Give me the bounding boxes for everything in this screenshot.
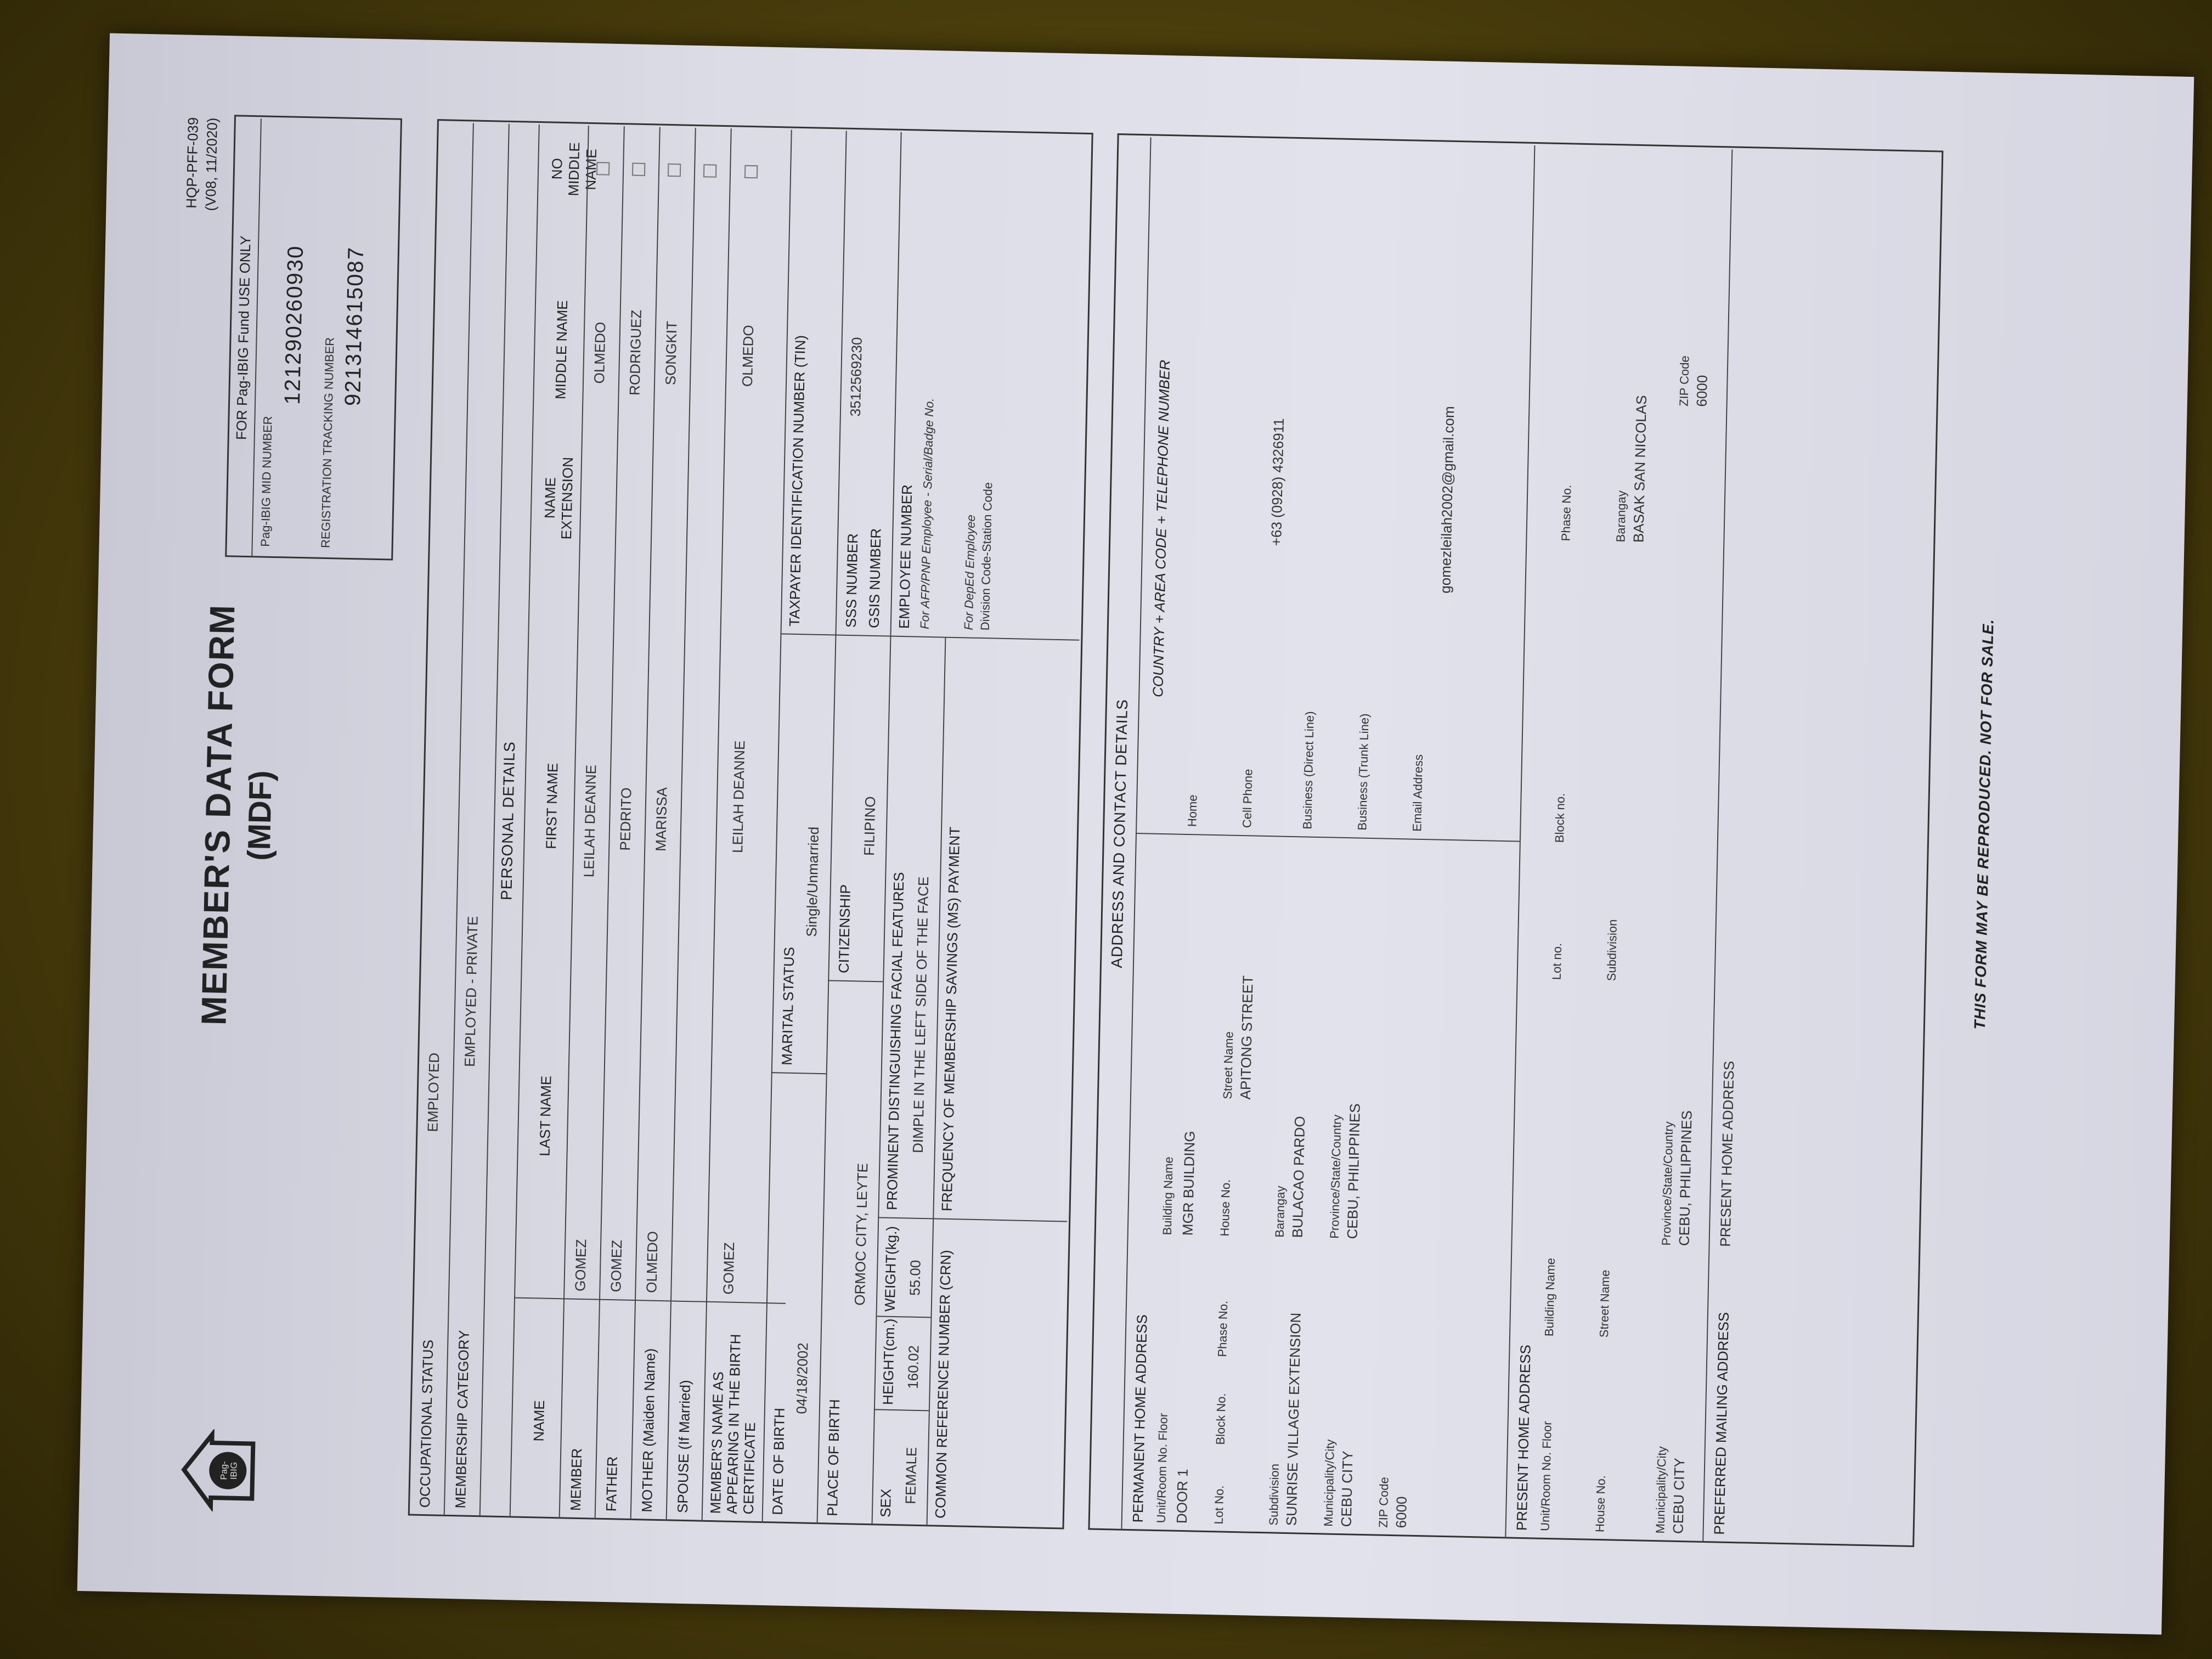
perm-province-value: CEBU, PHILIPPINES [1344, 1103, 1363, 1239]
pres-zip-label: ZIP Code [1677, 355, 1692, 407]
perm-zip-value: 6000 [1392, 1496, 1410, 1528]
row-spouse-label: SPOUSE (If Married) [674, 1379, 693, 1514]
mother-middle-name: SONGKIT [662, 320, 680, 386]
home-phone-label: Home [1185, 794, 1200, 827]
deped-label: For DepEd Employee [961, 514, 978, 630]
row-member-label: MEMBER [567, 1448, 585, 1511]
marital-status-value: Single/Unmarried [803, 826, 822, 937]
rtn-value: 921314615087 [341, 246, 369, 407]
present-address-title: PRESENT HOME ADDRESS [1513, 1344, 1534, 1531]
member-first-name: LEILAH DEANNE [580, 764, 600, 878]
birth-cert-first-name: LEILAH DEANNE [729, 740, 748, 854]
pres-unit-label: Unit/Room No. Floor [1538, 1421, 1554, 1532]
address-header: ADDRESS AND CONTACT DETAILS [1108, 698, 1131, 968]
father-no-middle-checkbox[interactable] [632, 163, 645, 176]
birth-cert-middle-name: OLMEDO [738, 325, 757, 387]
mid-label: Pag-IBIG MID NUMBER [258, 416, 275, 547]
pres-phase-label: Phase No. [1559, 484, 1574, 541]
perm-building-value: MGR BUILDING [1179, 1131, 1198, 1236]
perm-province-label: Province/State/Country [1327, 1114, 1344, 1239]
form-code: HQP-PFF-039 [183, 117, 201, 209]
birth-cert-last-name: GOMEZ [720, 1242, 738, 1295]
ms-frequency-label: FREQUENCY OF MEMBERSHIP SAVINGS (MS) PAYMENT [938, 826, 963, 1212]
form-subtitle: (MDF) [241, 770, 279, 861]
perm-municipality-value: CEBU CITY [1338, 1451, 1356, 1527]
svg-text:Pag-: Pag- [219, 1461, 229, 1480]
afp-label: For AFP/PNP Employee - Serial/Badge No. [917, 398, 936, 630]
deped-sub-label: Division Code-Station Code [978, 482, 995, 631]
crn-label: COMMON REFERENCE NUMBER (CRN) [932, 1249, 955, 1519]
col-name-extension: NAME EXTENSION [541, 456, 577, 540]
pres-province-label: Province/State/Country [1659, 1121, 1676, 1246]
perm-unit-label: Unit/Room No. Floor [1154, 1413, 1170, 1523]
father-first-name: PEDRITO [617, 787, 635, 851]
dob-label: DATE OF BIRTH [769, 1407, 788, 1515]
marital-status-label: MARITAL STATUS [778, 946, 798, 1066]
tin-label: TAXPAYER IDENTIFICATION NUMBER (TIN) [786, 335, 809, 627]
pres-street-label: Street Name [1596, 1269, 1612, 1338]
place-of-birth-value: ORMOC CITY, LEYTE [851, 1163, 871, 1306]
height-label: HEIGHT(cm.) [879, 1318, 898, 1406]
contact-header: COUNTRY + AREA CODE + TELEPHONE NUMBER [1149, 359, 1173, 698]
row-father-label: FATHER [602, 1456, 621, 1512]
sex-label: SEX [877, 1488, 894, 1518]
occupational-status-label: OCCUPATIONAL STATUS [416, 1339, 437, 1508]
perm-block-label: Block No. [1213, 1393, 1228, 1445]
mother-no-middle-checkbox[interactable] [668, 163, 681, 177]
business-direct-label: Business (Direct Line) [1300, 711, 1317, 830]
cell-phone-value: +63 (0928) 4326911 [1268, 417, 1287, 546]
pres-lot-label: Lot no. [1549, 943, 1565, 980]
perm-municipality-label: Municipality/City [1321, 1439, 1337, 1527]
occupational-status-value: EMPLOYED [424, 1052, 443, 1132]
weight-value: 55.00 [906, 1260, 924, 1296]
rtn-label: REGISTRATION TRACKING NUMBER [318, 337, 337, 549]
perm-phase-label: Phase No. [1215, 1300, 1231, 1357]
sex-value: FEMALE [902, 1447, 920, 1504]
row-mother-label: MOTHER (Maiden Name) [638, 1348, 659, 1513]
sss-value: 3512569230 [847, 337, 865, 417]
business-trunk-label: Business (Trunk Line) [1355, 713, 1372, 831]
weight-label: WEIGHT(kg.) [881, 1226, 900, 1312]
email-value: gomezleilah2002@gmail.com [1437, 406, 1458, 594]
pres-house-label: House No. [1593, 1475, 1608, 1533]
citizenship-value: FILIPINO [861, 796, 879, 856]
mailing-address-value: PRESENT HOME ADDRESS [1717, 1060, 1737, 1247]
pres-building-label: Building Name [1542, 1257, 1558, 1337]
pagibig-logo [178, 1429, 262, 1513]
dob-value: 04/18/2002 [793, 1342, 811, 1414]
member-data-form [133, 73, 2138, 1595]
form-footer: THIS FORM MAY BE REPRODUCED. NOT FOR SALE. [1971, 618, 1997, 1030]
col-middle-name: MIDDLE NAME [552, 300, 571, 400]
member-no-middle-checkbox[interactable] [596, 162, 610, 175]
place-of-birth-label: PLACE OF BIRTH [823, 1399, 843, 1517]
spouse-no-middle-checkbox[interactable] [703, 164, 716, 177]
svg-text:IBIG: IBIG [229, 1462, 239, 1480]
mother-last-name: OLMEDO [643, 1231, 661, 1294]
pres-subdivision-label: Subdivision [1604, 919, 1620, 981]
pres-barangay-value: BASAK SAN NICOLAS [1630, 395, 1650, 543]
col-no-middle-name: NO MIDDLE NAME [548, 142, 600, 196]
perm-street-label: Street Name [1220, 1031, 1236, 1099]
father-middle-name: RODRIGUEZ [626, 309, 645, 396]
form-version: (V08, 11/2020) [202, 117, 221, 211]
pres-municipality-label: Municipality/City [1653, 1446, 1669, 1534]
cell-phone-label: Cell Phone [1240, 769, 1255, 828]
sss-label: SSS NUMBER [842, 533, 861, 628]
form-title: MEMBER'S DATA FORM [194, 603, 242, 1026]
pres-barangay-label: Barangay [1613, 490, 1629, 543]
perm-street-value: APITONG STREET [1237, 975, 1256, 1100]
perm-lot-label: Lot No. [1211, 1485, 1227, 1525]
fund-use-header: FOR Pag-IBIG Fund USE ONLY [233, 235, 254, 441]
perm-house-label: House No. [1217, 1179, 1233, 1237]
father-last-name: GOMEZ [607, 1239, 625, 1293]
perm-barangay-value: BULACAO PARDO [1289, 1116, 1308, 1238]
perm-unit-value: DOOR 1 [1173, 1469, 1191, 1524]
perm-barangay-label: Barangay [1272, 1186, 1288, 1238]
mailing-address-label: PREFERRED MAILING ADDRESS [1711, 1312, 1732, 1535]
facial-features-label: PROMINENT DISTINGUISHING FACIAL FEATURES [883, 872, 907, 1211]
permanent-address-title: PERMANENT HOME ADDRESS [1129, 1314, 1150, 1523]
citizenship-label: CITIZENSHIP [835, 884, 854, 974]
member-middle-name: OLMEDO [590, 321, 609, 384]
employee-number-label: EMPLOYEE NUMBER [895, 484, 916, 629]
perm-zip-label: ZIP Code [1376, 1476, 1391, 1528]
pres-zip-value: 6000 [1693, 375, 1711, 407]
col-first-name: FIRST NAME [543, 763, 561, 849]
gsis-label: GSIS NUMBER [865, 528, 884, 629]
height-value: 160.02 [904, 1345, 922, 1390]
birth-cert-no-middle-checkbox[interactable] [744, 165, 758, 178]
pres-municipality-value: CEBU CITY [1669, 1458, 1688, 1534]
facial-features-value: DIMPLE IN THE LEFT SIDE OF THE FACE [909, 876, 932, 1154]
pres-province-value: CEBU, PHILIPPINES [1675, 1110, 1695, 1246]
row-birth-cert-label: MEMBER'S NAME AS APPEARING IN THE BIRTH CERTIFICATE [707, 1334, 759, 1515]
perm-subdivision-value: SUNRISE VILLAGE EXTENSION [1283, 1312, 1304, 1526]
perm-subdivision-label: Subdivision [1266, 1463, 1282, 1526]
col-name: NAME [530, 1400, 548, 1442]
personal-details-header: PERSONAL DETAILS [498, 741, 518, 901]
membership-category-value: EMPLOYED - PRIVATE [461, 916, 481, 1067]
paper-sheet [77, 33, 2194, 1635]
col-last-name: LAST NAME [536, 1075, 555, 1156]
member-last-name: GOMEZ [572, 1239, 590, 1292]
mid-value: 121290260930 [280, 245, 308, 405]
membership-category-label: MEMBERSHIP CATEGORY [452, 1330, 472, 1509]
perm-building-label: Building Name [1160, 1156, 1176, 1235]
email-label: Email Address [1410, 754, 1426, 832]
pres-block-label: Block no. [1552, 793, 1567, 843]
mother-first-name: MARISSA [652, 787, 670, 852]
